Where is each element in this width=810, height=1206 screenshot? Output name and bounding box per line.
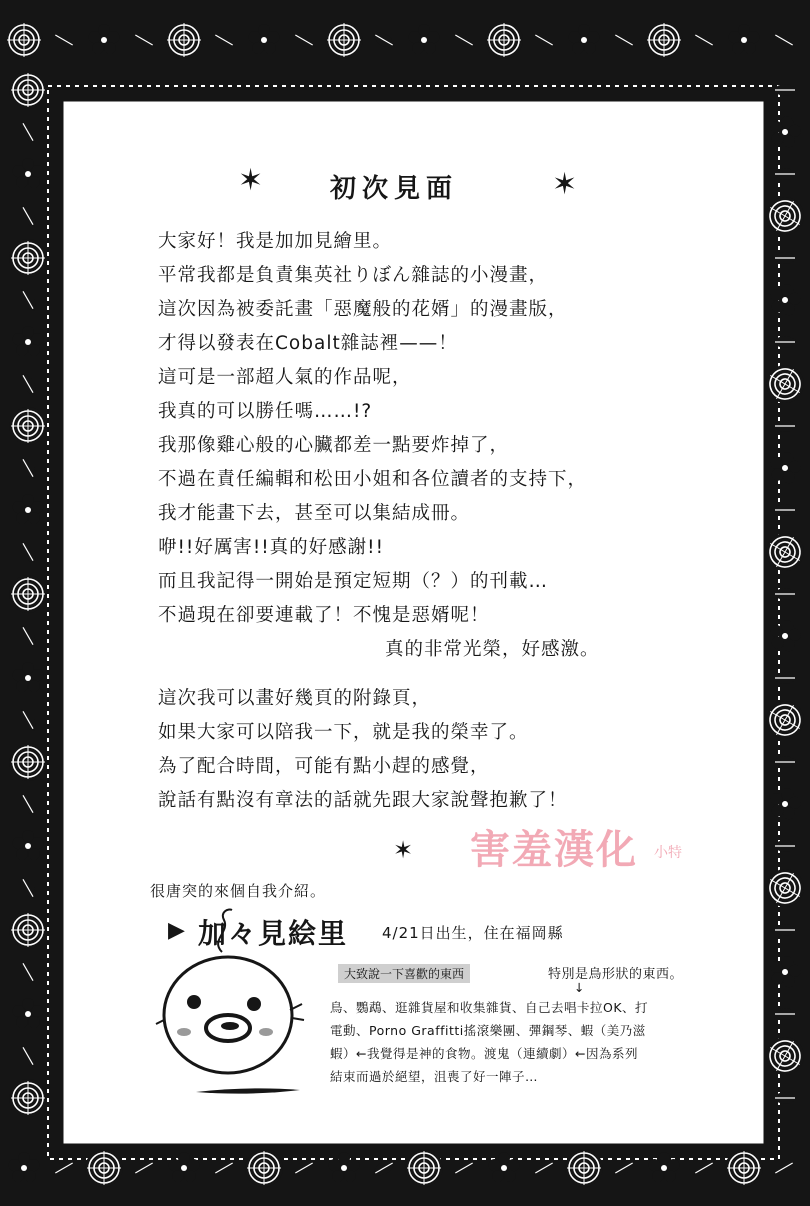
rose-ornament <box>9 407 47 445</box>
scanlation-watermark: 害羞漢化 <box>470 827 638 873</box>
text-line: 不過現在卻要連載了！不愧是惡婿呢！ <box>158 605 490 626</box>
text-line-right: 真的非常光榮，好感激。 <box>385 639 600 660</box>
text-line: 而且我記得一開始是預定短期（？）的刊載… <box>158 571 549 592</box>
text-line: 咿!!好厲害!!真的好感謝!! <box>158 537 384 558</box>
intro-text: 很唐突的來個自我介紹。 <box>150 882 327 900</box>
watermark-tail: 小特 <box>654 845 682 861</box>
rose-ornament <box>9 1079 47 1117</box>
rose-ornament <box>245 1149 283 1187</box>
text-line: 我那像雞心般的心臟都差一點要炸掉了， <box>158 435 510 456</box>
rose-ornament <box>165 21 203 59</box>
text-line: 如果大家可以陪我一下，就是我的榮幸了。 <box>158 722 529 743</box>
title-star-left: ✶ <box>238 163 264 198</box>
rose-ornament <box>725 1149 763 1187</box>
text-line: 這次我可以畫好幾頁的附錄頁， <box>158 688 432 709</box>
text-line: 才得以發表在Cobalt雜誌裡——！ <box>158 333 458 354</box>
name-marker-icon: ▶ <box>168 918 186 943</box>
author-doodle-illustration <box>150 900 320 1100</box>
rose-ornament <box>85 1149 123 1187</box>
likes-label: 大致說一下喜歡的東西 <box>338 964 470 983</box>
text-line: 我真的可以勝任嗎……!? <box>158 401 373 422</box>
rose-ornament <box>645 21 683 59</box>
rose-ornament <box>565 1149 603 1187</box>
divider-star: ✶ <box>393 836 414 864</box>
rose-ornament <box>9 911 47 949</box>
rose-ornament <box>9 239 47 277</box>
text-line: 說話有點沒有章法的話就先跟大家說聲抱歉了！ <box>158 790 568 811</box>
text-line: 不過在責任編輯和松田小姐和各位讀者的支持下， <box>158 469 588 490</box>
rose-ornament <box>485 21 523 59</box>
likes-line: 結束而過於絕望，沮喪了好一陣子… <box>330 1069 539 1084</box>
page-title: 初次見面 <box>330 174 459 204</box>
text-line: 平常我都是負責集英社りぼん雜誌的小漫畫， <box>158 265 549 286</box>
text-line: 這可是一部超人氣的作品呢， <box>158 367 412 388</box>
text-line: 為了配合時間，可能有點小趕的感覺， <box>158 756 490 777</box>
likes-line: 蝦）←我覺得是神的食物。渡鬼（連續劇）←因為系列 <box>330 1046 638 1061</box>
likes-note: 特別是鳥形狀的東西。 <box>548 967 684 982</box>
text-line: 這次因為被委託畫「惡魔般的花婿」的漫畫版， <box>158 299 568 320</box>
likes-line: 電動、Porno Graffitti搖滾樂團、彈鋼琴、蝦（美乃滋 <box>330 1023 646 1038</box>
birth-info: 4/21日出生，住在福岡縣 <box>382 924 564 942</box>
text-line: 大家好！我是加加見繪里。 <box>158 231 393 252</box>
arrow-down-icon: ↓ <box>574 980 585 995</box>
text-line: 我才能畫下去，甚至可以集結成冊。 <box>158 503 471 524</box>
rose-ornament <box>5 21 43 59</box>
author-name: 加々見絵里 <box>198 917 349 950</box>
rose-ornament <box>9 71 47 109</box>
rose-ornament <box>405 1149 443 1187</box>
rose-ornament <box>9 575 47 613</box>
rose-ornament <box>9 743 47 781</box>
title-star-right: ✶ <box>552 167 578 202</box>
rose-ornament <box>325 21 363 59</box>
likes-line: 鳥、鸚鵡、逛雜貨屋和收集雜貨、自己去唱卡拉OK、打 <box>330 1000 649 1015</box>
